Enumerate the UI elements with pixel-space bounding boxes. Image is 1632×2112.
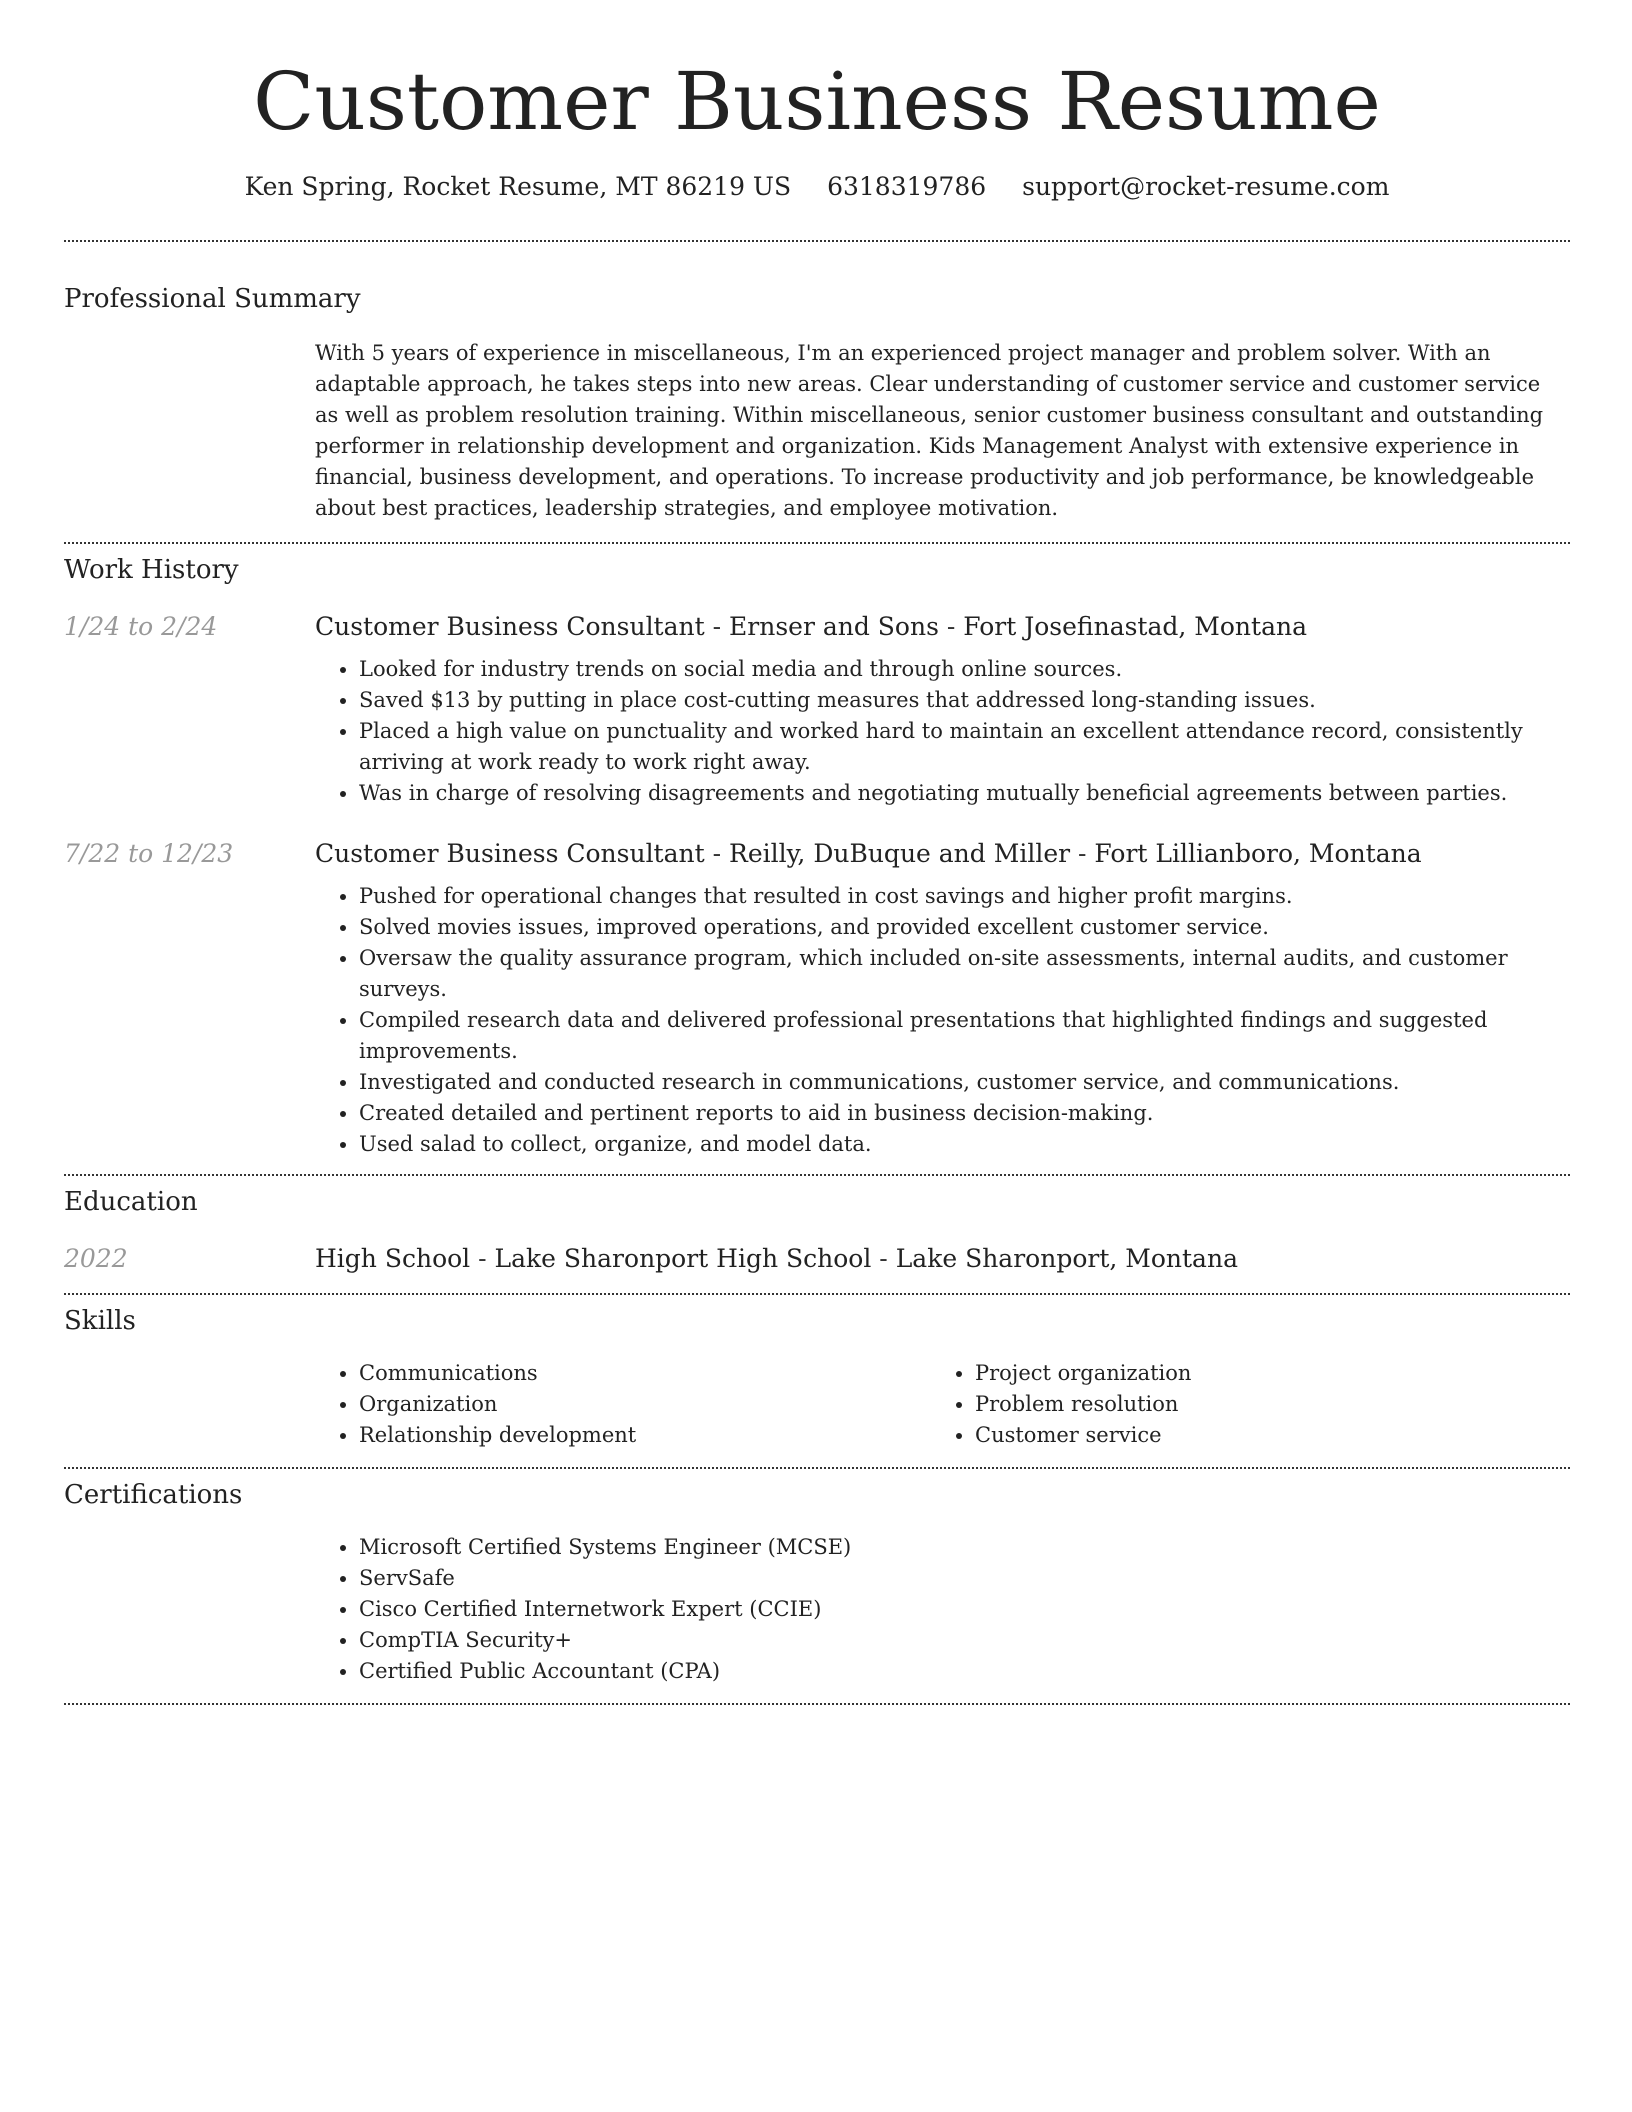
education-school: Lake Sharonport High School bbox=[494, 1244, 872, 1273]
contact-email: support@rocket-resume.com bbox=[1022, 172, 1390, 201]
certifications-list bbox=[315, 1532, 1570, 1687]
job-location: Fort Josefinastad, Montana bbox=[963, 612, 1307, 641]
summary-row bbox=[64, 338, 1570, 524]
job-bullets bbox=[315, 881, 1570, 1160]
job-dates: 1/24 to 2/24 bbox=[64, 612, 218, 641]
list-item: • Investigated and conducted research in communications, customer service, and communications. bbox=[359, 1067, 1570, 1098]
skill-item: • Customer service bbox=[975, 1420, 1547, 1451]
education-header: High School - Lake Sharonport High School - Lake Sharonport, Montana bbox=[315, 1244, 1238, 1273]
certification-item: • Microsoft Certified Systems Engineer (MCSE) bbox=[359, 1532, 1570, 1563]
work-history-heading: Work History bbox=[64, 555, 239, 585]
job-company: Ernser and Sons bbox=[729, 612, 939, 641]
skill-item: • Organization bbox=[359, 1389, 931, 1420]
skill-item: • Problem resolution bbox=[975, 1389, 1547, 1420]
education-location: Lake Sharonport, Montana bbox=[895, 1244, 1238, 1273]
certification-item: • Certified Public Accountant (CPA) bbox=[359, 1656, 1570, 1687]
certification-item: • Cisco Certified Internetwork Expert (CCIE) bbox=[359, 1594, 1570, 1625]
list-item: • Looked for industry trends on social media and through online sources. bbox=[359, 654, 1570, 685]
contact-line bbox=[64, 170, 1570, 204]
list-item: • Was in charge of resolving disagreements and negotiating mutually beneficial agreements between parties. bbox=[359, 778, 1570, 809]
summary-text: With 5 years of experience in miscellaneous, I'm an experienced project manager and problem solver. With an adaptable approach, he takes steps into new areas. Clear understanding of customer service and customer service as well as problem resolution training. Within miscellaneous, senior customer business consultant and outstanding performer in relationship development and organization. Kids Management Analyst with extensive experience in financial, business development, and operations. To increase productivity and job performance, be knowledgeable about best practices, leadership strategies, and employee motivation. bbox=[315, 341, 1544, 520]
list-item: • Pushed for operational changes that resulted in cost savings and higher profit margins. bbox=[359, 881, 1570, 912]
job-location: Fort Lillianboro, Montana bbox=[1094, 839, 1422, 868]
job-title: Customer Business Consultant bbox=[315, 839, 705, 868]
list-item: • Oversaw the quality assurance program, which included on-site assessments, internal audits, and customer surveys. bbox=[359, 943, 1570, 1005]
section-divider bbox=[64, 1467, 1570, 1469]
certification-item: • ServSafe bbox=[359, 1563, 1570, 1594]
list-item: • Placed a high value on punctuality and worked hard to maintain an excellent attendance record, consistently arriving at work ready to work right away. bbox=[359, 716, 1570, 778]
section-divider bbox=[64, 1703, 1570, 1705]
skill-item: • Communications bbox=[359, 1358, 931, 1389]
job-dates: 7/22 to 12/23 bbox=[64, 839, 234, 868]
job-entry bbox=[64, 610, 1570, 809]
certifications-row bbox=[64, 1532, 1570, 1687]
section-divider bbox=[64, 240, 1570, 242]
certifications-heading: Certifications bbox=[64, 1480, 243, 1510]
list-item: • Saved $13 by putting in place cost-cutting measures that addressed long-standing issues. bbox=[359, 685, 1570, 716]
section-divider bbox=[64, 1174, 1570, 1176]
education-degree: High School bbox=[315, 1244, 471, 1273]
job-header: Customer Business Consultant - Ernser and Sons - Fort Josefinastad, Montana bbox=[315, 612, 1307, 641]
skills-row bbox=[64, 1358, 1570, 1451]
job-company: Reilly, DuBuque and Miller bbox=[729, 839, 1071, 868]
job-header: Customer Business Consultant - Reilly, DuBuque and Miller - Fort Lillianboro, Montana bbox=[315, 839, 1422, 868]
section-divider bbox=[64, 542, 1570, 544]
certification-item: • CompTIA Security+ bbox=[359, 1625, 1570, 1656]
section-divider bbox=[64, 1293, 1570, 1295]
resume-page bbox=[64, 0, 1570, 1705]
job-bullets bbox=[315, 654, 1570, 809]
summary-heading: Professional Summary bbox=[64, 284, 361, 314]
list-item: • Solved movies issues, improved operations, and provided excellent customer service. bbox=[359, 912, 1570, 943]
skill-item: • Relationship development bbox=[359, 1420, 931, 1451]
contact-address: Ken Spring, Rocket Resume, MT 86219 US bbox=[244, 172, 792, 201]
education-year: 2022 bbox=[64, 1244, 128, 1273]
skills-heading: Skills bbox=[64, 1306, 136, 1336]
list-item: • Used salad to collect, organize, and model data. bbox=[359, 1129, 1570, 1160]
resume-title: Customer Business Resume bbox=[253, 55, 1381, 148]
skills-list-right bbox=[931, 1358, 1547, 1451]
education-heading: Education bbox=[64, 1187, 198, 1217]
education-entry bbox=[64, 1242, 1570, 1276]
list-item: • Created detailed and pertinent reports to aid in business decision-making. bbox=[359, 1098, 1570, 1129]
skills-list-left bbox=[315, 1358, 931, 1451]
skill-item: • Project organization bbox=[975, 1358, 1547, 1389]
job-title: Customer Business Consultant bbox=[315, 612, 705, 641]
job-entry bbox=[64, 837, 1570, 1160]
list-item: • Compiled research data and delivered professional presentations that highlighted findings and suggested improvements. bbox=[359, 1005, 1570, 1067]
contact-phone: 6318319786 bbox=[827, 172, 987, 201]
